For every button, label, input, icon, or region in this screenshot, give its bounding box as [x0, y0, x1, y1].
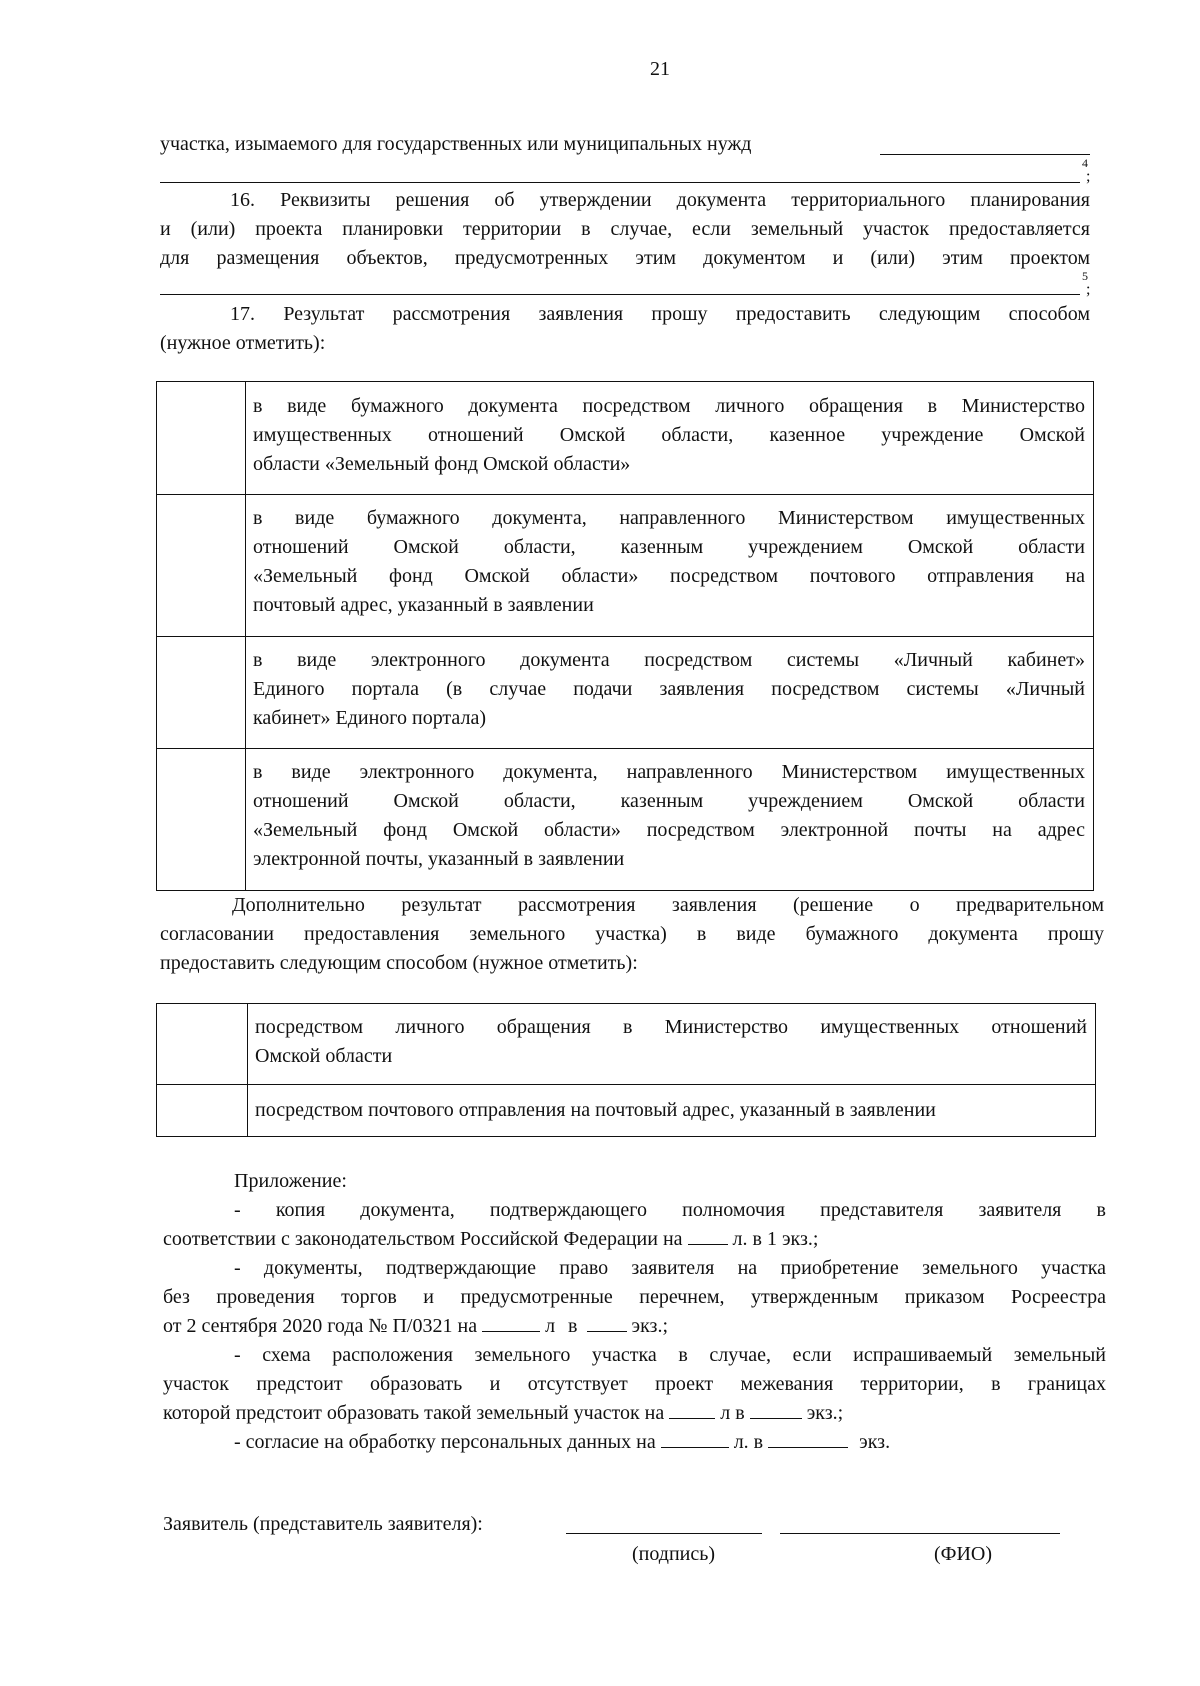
item15-end-mark: ;: [1086, 168, 1091, 185]
footnote-ref-5: 5: [1082, 269, 1088, 283]
appendix-item1-sheets-blank[interactable]: [688, 1226, 728, 1245]
item15-text: участка, изымаемого для государственных или муниципальных нужд: [160, 133, 752, 155]
option-paper-in-person-checkbox[interactable]: [158, 383, 244, 493]
full-name-caption: (ФИО): [934, 1543, 993, 1565]
paper-by-mail-checkbox[interactable]: [158, 1086, 246, 1136]
appendix-item3-line1: - схема расположения земельного участка в случае, если испрашиваемый земельный: [234, 1344, 1106, 1366]
appendix-item4-copies-blank[interactable]: [768, 1429, 848, 1448]
appendix-item2-sheets-blank[interactable]: [482, 1313, 540, 1332]
additional-line1: Дополнительно результат рассмотрения заявления (решение о предварительном: [232, 894, 1104, 916]
item16-end-mark: ;: [1086, 281, 1091, 298]
appendix-item2-line3: от 2 сентября 2020 года № П/0321 на л в экз.;: [163, 1315, 669, 1337]
signature-caption: (подпись): [632, 1543, 716, 1565]
appendix-item3-sheets-blank[interactable]: [669, 1400, 715, 1419]
appendix-item2-line2: без проведения торгов и предусмотренные перечнем, утвержденным приказом Росреестра: [163, 1286, 1106, 1308]
paper-in-person-checkbox[interactable]: [158, 1005, 246, 1083]
appendix-item3-line2: участок предстоит образовать и отсутствует проект межевания территории, в границах: [163, 1373, 1106, 1395]
appendix-heading: Приложение:: [234, 1170, 347, 1192]
appendix-item3-copies-blank[interactable]: [750, 1400, 802, 1419]
full-name-blank[interactable]: [780, 1533, 1060, 1534]
item16-line1: 16. Реквизиты решения об утверждении документа территориального планирования: [230, 189, 1090, 211]
item16-line3: для размещения объектов, предусмотренных этим документом и (или) этим проектом: [160, 247, 1090, 269]
appendix-item2-copies-blank[interactable]: [587, 1313, 627, 1332]
appendix-item1-line2: соответствии с законодательством Российской Федерации на л. в 1 экз.;: [163, 1228, 819, 1250]
item15-blank-2[interactable]: [160, 182, 1080, 183]
option-electronic-email-checkbox[interactable]: [158, 750, 244, 890]
option-paper-by-mail-text: в виде бумажного документа, направленного Министерством имущественных отношений Омской области, казенным учреждением Омской области «Земельный фонд Омской области» посредством почтового отправления на почтовый адрес, указанный в заявлении: [253, 507, 1085, 616]
appendix-item4: - согласие на обработку персональных данных на л. в экз.: [234, 1431, 891, 1453]
appendix-item3-line3: которой предстоит образовать такой земельный участок на л в экз.;: [163, 1402, 844, 1424]
item15-blank-1[interactable]: [880, 154, 1090, 155]
item17-line1: 17. Результат рассмотрения заявления прошу предоставить следующим способом: [230, 303, 1090, 325]
applicant-label: Заявитель (представитель заявителя):: [163, 1513, 483, 1535]
additional-line3: предоставить следующим способом (нужное отметить):: [160, 952, 638, 974]
option-paper-in-person-text: в виде бумажного документа посредством личного обращения в Министерство имущественных отношений Омской области, казенное учреждение Омской области «Земельный фонд Омской области»: [253, 395, 1085, 475]
paper-by-mail-text: посредством почтового отправления на почтовый адрес, указанный в заявлении: [255, 1099, 936, 1121]
additional-line2: согласовании предоставления земельного участка) в виде бумажного документа прошу: [160, 923, 1104, 945]
item17-line2: (нужное отметить):: [160, 332, 326, 354]
item16-blank[interactable]: [160, 294, 1080, 295]
item16-line2: и (или) проекта планировки территории в случае, если земельный участок предоставляется: [160, 218, 1090, 240]
option-electronic-portal-checkbox[interactable]: [158, 638, 244, 747]
footnote-ref-4: 4: [1082, 156, 1088, 170]
appendix-item1-line1: - копия документа, подтверждающего полномочия представителя заявителя в: [234, 1199, 1106, 1221]
option-paper-by-mail-checkbox[interactable]: [158, 496, 244, 635]
appendix-item2-line1: - документы, подтверждающие право заявителя на приобретение земельного участка: [234, 1257, 1106, 1279]
appendix-item4-sheets-blank[interactable]: [661, 1429, 729, 1448]
signature-blank[interactable]: [566, 1533, 762, 1534]
option-electronic-portal-text: в виде электронного документа посредством системы «Личный кабинет» Единого портала (в случае подачи заявления посредством системы «Личный кабинет» Единого портала): [253, 649, 1085, 729]
option-electronic-email-text: в виде электронного документа, направленного Министерством имущественных отношений Омской области, казенным учреждением Омской области «Земельный фонд Омской области» посредством электронной почты на адрес электронной почты, указанный в заявлении: [253, 761, 1085, 870]
paper-in-person-text: посредством личного обращения в Министерство имущественных отношений Омской области: [255, 1016, 1087, 1067]
page-number: 21: [650, 58, 670, 80]
